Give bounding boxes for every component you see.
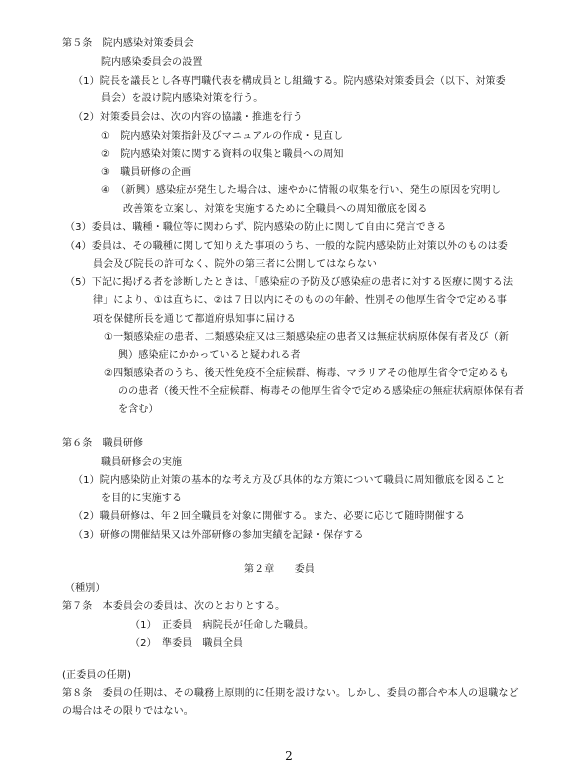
text-line: 員会）を設け院内感染対策を行う。 <box>101 93 264 104</box>
text-line: （1）院長を議長とし各専門職代表を構成員とし組織する。院内感染対策委員会（以下、対策委 <box>73 76 506 87</box>
text-line: 第７条 本委員会の委員は、次のとおりとする。 <box>62 601 286 612</box>
text-line: 第５条 院内感染対策委員会 <box>62 38 194 49</box>
text-line: （1）院内感染防止対策の基本的な考え方及び具体的な方策について職員に周知徹底を図ること <box>73 475 506 486</box>
text-line: （種別） <box>65 583 106 594</box>
text-line: ④ （新興）感染症が発生した場合は、速やかに情報の収集を行い、発生の原因を究明し <box>101 185 501 196</box>
text-line: ②四類感染者のうち、後天性免疫不全症候群、梅毒、マラリアその他厚生省令で定めるも <box>104 368 509 379</box>
text-line: （3）研修の開催結果又は外部研修の参加実績を記録・保存する <box>73 530 364 541</box>
text-line: ① 院内感染対策指針及びマニュアルの作成・見直し <box>101 131 344 142</box>
text-line: ①一類感染症の患者、二類感染症又は三類感染症の患者又は無症状病原体保有者及び（新 <box>104 332 509 343</box>
text-line: 職員研修会の実施 <box>101 457 183 468</box>
text-line: の場合はその限りではない。 <box>62 706 194 717</box>
text-line: 律」により、①は直ちに、②は７日以内にそのものの年齢、性別その他厚生省令で定める事 <box>93 295 508 306</box>
text-line: 興）感染症にかかっていると疑われる者 <box>118 350 301 361</box>
text-line: （5）下記に掲げる者を診断したときは、「感染症の予防及び感染症の患者に対する医療に関する法 <box>65 277 514 288</box>
text-line: （2）対策委員会は、次の内容の協議・推進を行う <box>73 112 303 123</box>
page-number: 2 <box>285 749 293 763</box>
text-line: ② 院内感染対策に関する資料の収集と職員への周知 <box>101 149 344 160</box>
text-line: 改善策を立案し、対策を実施するために全職員への周知徹底を図る <box>123 204 428 215</box>
text-line: のの患者（後天性不全症候群、梅毒その他厚生省令で定める感染症の無症状病原体保有者 <box>118 386 524 397</box>
text-line: 院内感染委員会の設置 <box>101 57 203 68</box>
text-line: （2）職員研修は、年２回全職員を対象に開催する。また、必要に応じて随時開催する <box>73 511 466 522</box>
text-line: （1） 正委員 病院長が任命した職員。 <box>130 620 315 631</box>
text-line: 第２章 委員 <box>244 564 316 575</box>
text-line: 第８条 委員の任期は、その職務上原則的に任期を設けない。しかし、委員の都合や本人の退職など <box>62 688 519 699</box>
text-line: 項を保健所長を通じて都道府県知事に届ける <box>93 314 296 325</box>
text-line: 第６条 職員研修 <box>62 438 144 449</box>
text-line: を含む） <box>118 404 159 415</box>
text-line: ③ 職員研修の企画 <box>101 167 192 178</box>
text-line: を目的に実施する <box>101 493 183 504</box>
text-line: (正委員の任期) <box>62 670 132 681</box>
text-line: （3）委員は、職種・職位等に関わらず、院内感染の防止に関して自由に発言できる <box>65 222 447 233</box>
text-line: （4）委員は、その職種に関して知りえた事項のうち、一般的な院内感染防止対策以外のものは委 <box>65 241 508 252</box>
text-line: 員会及び院長の許可なく、院外の第三者に公開してはならない <box>93 259 377 270</box>
text-line: （2） 準委員 職員全員 <box>130 638 244 649</box>
